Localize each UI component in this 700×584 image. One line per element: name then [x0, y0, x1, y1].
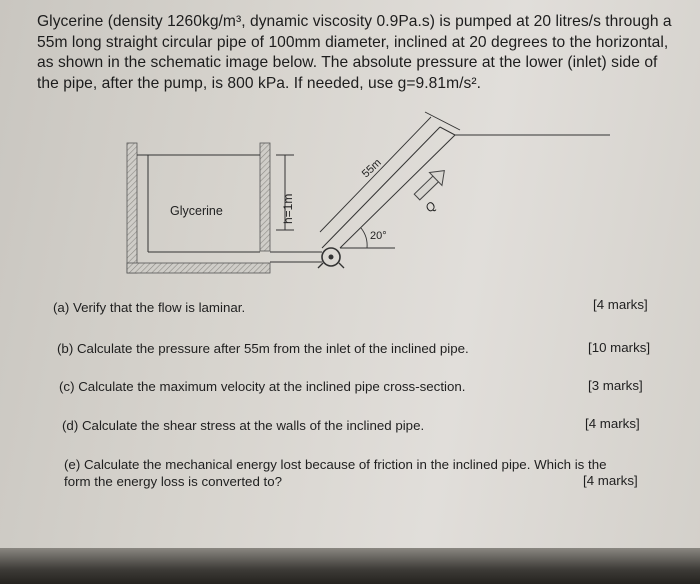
statement-line-1: Glycerine (density 1260kg/m³, dynamic viscosity 0.9Pa.s) is pumped at 20 litres/s through a — [37, 13, 672, 30]
height-label: h=1m — [281, 193, 295, 224]
part-e-marks: [4 marks] — [583, 473, 638, 488]
tank-bottom-wall — [127, 263, 270, 273]
tank-right-wall — [260, 143, 270, 251]
height-indicator — [276, 155, 295, 230]
statement-line-2: 55m long straight circular pipe of 100mm diameter, inclined at 20 degrees to the horizontal, — [37, 33, 669, 51]
part-d: (d) Calculate the shear stress at the walls of the inclined pipe. — [62, 418, 425, 433]
part-c: (c) Calculate the maximum velocity at the inclined pipe cross-section. — [59, 379, 466, 394]
part-a: (a) Verify that the flow is laminar. — [53, 300, 246, 315]
length-label: 55m — [359, 156, 384, 181]
pump-icon — [318, 248, 344, 268]
part-c-marks: [3 marks] — [588, 378, 643, 393]
part-e-line-2: form the energy loss is converted to? — [64, 474, 283, 489]
statement-line-3: as shown in the schematic image below. The absolute pressure at the lower (inlet) side of — [37, 54, 658, 71]
statement-line-4: the pipe, after the pump, is 800 kPa. If needed, use g=9.81m/s². — [37, 74, 481, 92]
part-b: (b) Calculate the pressure after 55m from the inlet of the inclined pipe. — [57, 341, 469, 356]
photo-bottom-edge — [0, 548, 700, 584]
part-b-marks: [10 marks] — [588, 340, 651, 355]
tank-left-wall — [127, 143, 137, 273]
tank-label: Glycerine — [170, 204, 223, 218]
part-e-line-1: (e) Calculate the mechanical energy lost because of friction in the inclined pipe. Which is the — [64, 457, 607, 472]
angle-marker — [340, 228, 395, 248]
flow-label: Q — [422, 198, 439, 216]
angle-label: 20° — [370, 230, 387, 242]
part-a-marks: [4 marks] — [593, 297, 648, 312]
flow-arrow-icon — [411, 164, 451, 203]
inclined-pipe — [322, 127, 610, 248]
part-d-marks: [4 marks] — [585, 416, 640, 431]
